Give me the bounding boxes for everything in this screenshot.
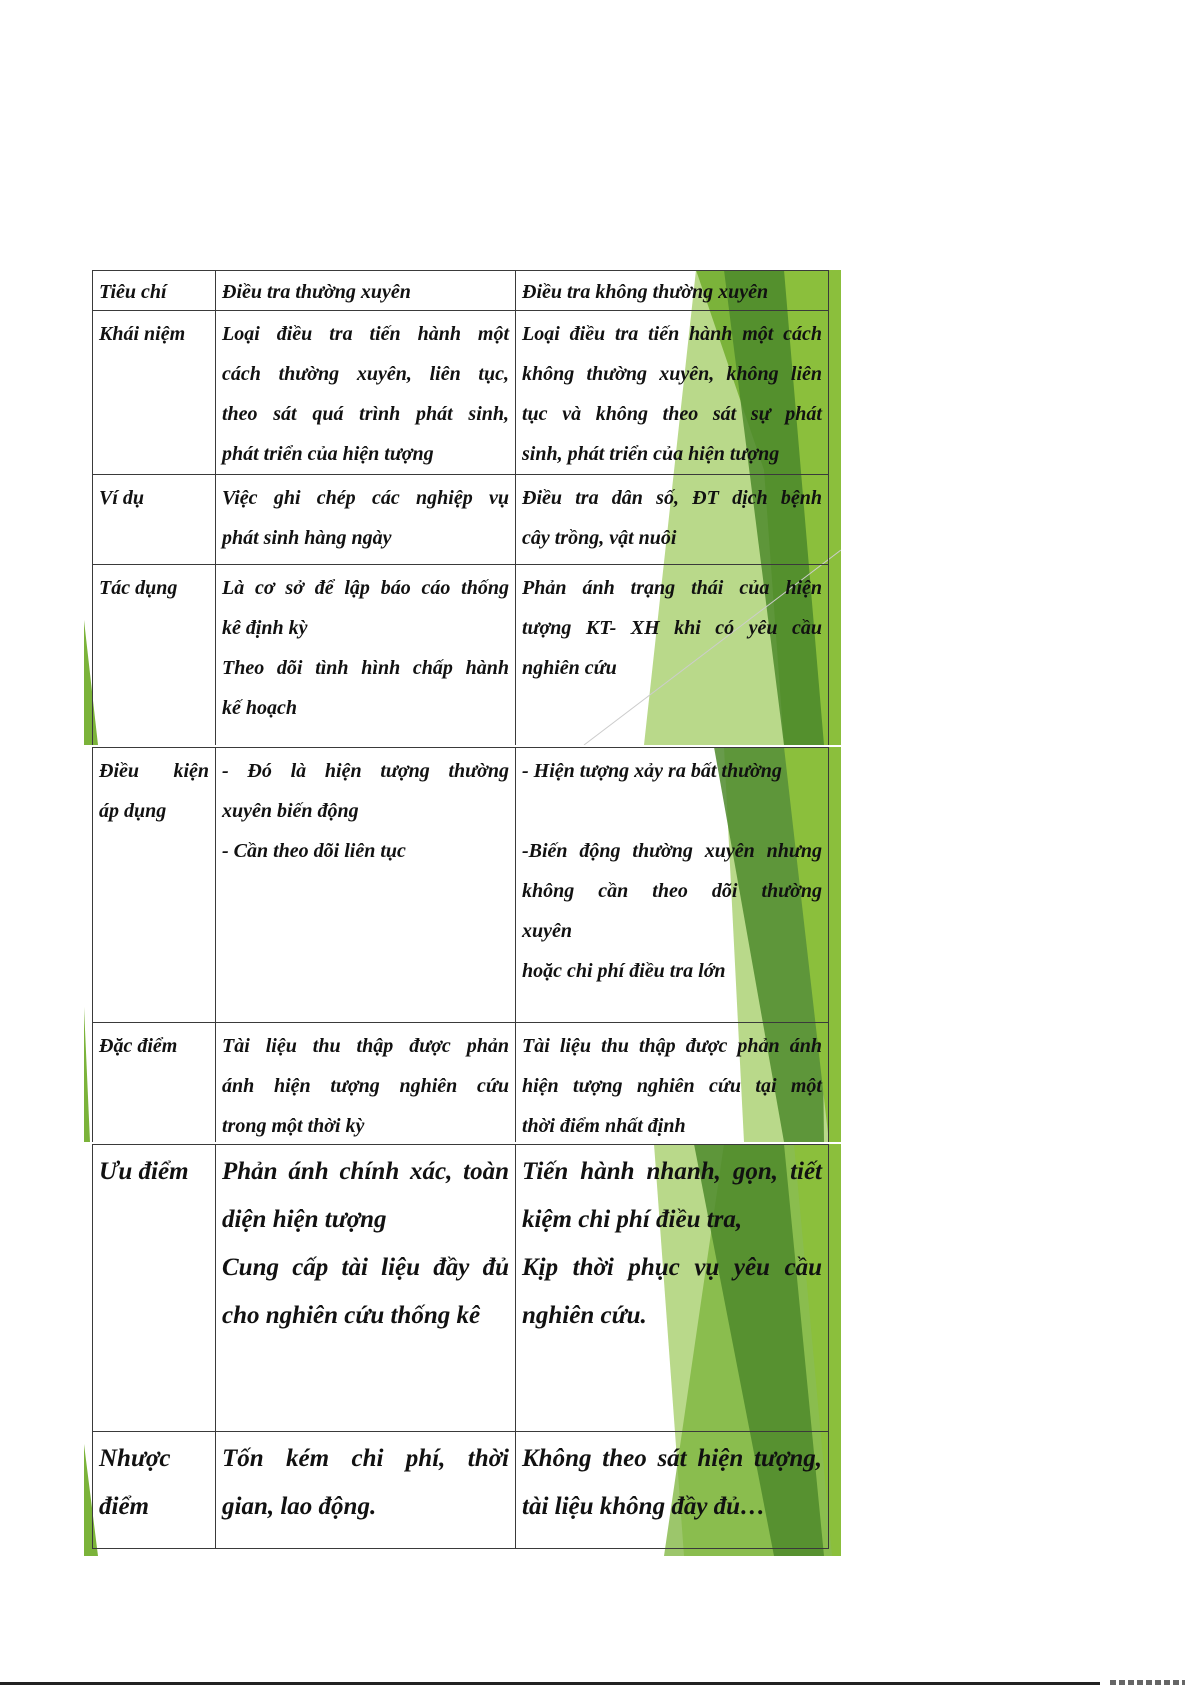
row-criteria: Ưu điểm xyxy=(99,1158,189,1185)
cell-line: ánh hiện tượng nghiên cứu xyxy=(222,1075,509,1097)
row-criteria: điểm xyxy=(99,1493,149,1520)
cell-line: Là cơ sở để lập báo cáo thống xyxy=(222,577,509,599)
table-slice-2 xyxy=(84,747,841,1142)
cell-line: Phản ánh chính xác, toàn xyxy=(222,1158,509,1185)
table-row xyxy=(93,565,829,746)
cell-line: tượng KT- XH khi có yêu cầu xyxy=(522,617,822,639)
table-slice-1 xyxy=(84,270,841,745)
row-criteria: Tác dụng xyxy=(99,577,178,599)
cell-line: Tài liệu thu thập được phản ánh xyxy=(522,1035,822,1057)
cell-line: xuyên biến động xyxy=(222,800,359,822)
cell-line: Cung cấp tài liệu đầy đủ xyxy=(222,1254,509,1281)
cell-line: diện hiện tượng xyxy=(222,1206,387,1233)
cell-line: nghiên cứu. xyxy=(522,1302,647,1329)
cell-line: theo sát quá trình phát sinh, xyxy=(222,403,509,425)
table-row xyxy=(93,311,829,475)
cell-line: xuyên xyxy=(522,920,572,942)
header-regular: Điều tra thường xuyên xyxy=(216,271,516,311)
cell-line: nghiên cứu xyxy=(522,657,617,679)
cell-line: Theo dõi tình hình chấp hành xyxy=(222,657,509,679)
cell-line: tài liệu không đầy đủ… xyxy=(522,1493,766,1520)
cell-line: hiện tượng nghiên cứu tại một xyxy=(522,1075,822,1097)
row-criteria: Ví dụ xyxy=(99,487,145,509)
cell-line: Tiến hành nhanh, gọn, tiết xyxy=(522,1158,822,1185)
table-row xyxy=(93,475,829,565)
cell-line: Tài liệu thu thập được phản xyxy=(222,1035,509,1057)
cell-line: không cần theo dõi thường xyxy=(522,880,822,902)
header-criteria: Tiêu chí xyxy=(93,271,216,311)
cell-line: không thường xuyên, không liên xyxy=(522,363,822,385)
cell-line: kiệm chi phí điều tra, xyxy=(522,1206,743,1233)
cell-line xyxy=(522,791,822,831)
cell-line: -Biến động thường xuyên nhưng xyxy=(522,840,822,862)
cell-line: Điều tra dân số, ĐT dịch bệnh xyxy=(522,487,822,509)
cell-line: phát triển của hiện tượng xyxy=(222,443,434,465)
cell-line: Phản ánh trạng thái của hiện xyxy=(522,577,822,599)
cell-line: kê định kỳ xyxy=(222,617,308,639)
cell-line: gian, lao động. xyxy=(222,1493,377,1520)
cell-line: cho nghiên cứu thống kê xyxy=(222,1302,481,1329)
cell-line: - Cần theo dõi liên tục xyxy=(222,840,406,862)
table-row xyxy=(93,748,829,1023)
cell-line: Tốn kém chi phí, thời xyxy=(222,1445,509,1472)
table-row xyxy=(93,1432,829,1549)
cell-line: sinh, phát triển của hiện tượng xyxy=(522,443,780,465)
cell-line: cây trồng, vật nuôi xyxy=(522,527,677,549)
cell-line: Loại điều tra tiến hành một cách xyxy=(522,323,822,345)
row-criteria: Khái niệm xyxy=(99,323,186,345)
cell-line: hoặc chi phí điều tra lớn xyxy=(522,960,726,982)
cell-line: kế hoạch xyxy=(222,697,297,719)
table-row xyxy=(93,1145,829,1432)
cell-line: - Đó là hiện tượng thường xyxy=(222,760,509,782)
header-irregular: Điều tra không thường xuyên xyxy=(516,271,829,311)
cell-line: Việc ghi chép các nghiệp vụ xyxy=(222,487,509,509)
table-slice-3 xyxy=(84,1144,841,1556)
cell-line: Loại điều tra tiến hành một xyxy=(222,323,509,345)
row-criteria: Nhược xyxy=(99,1445,171,1472)
row-criteria: Điều kiện xyxy=(99,760,209,782)
cell-line: tục và không theo sát sự phát xyxy=(522,403,822,425)
cell-line: trong một thời kỳ xyxy=(222,1115,365,1137)
cell-line: Kịp thời phục vụ yêu cầu xyxy=(522,1254,822,1281)
page-footer-mark xyxy=(1110,1680,1185,1685)
table-row xyxy=(93,1023,829,1143)
cell-line: Không theo sát hiện tượng, xyxy=(522,1445,822,1472)
row-criteria: Đặc điểm xyxy=(99,1035,178,1057)
cell-line: - Hiện tượng xảy ra bất thường xyxy=(522,760,782,782)
cell-line: phát sinh hàng ngày xyxy=(222,527,392,549)
cell-line: cách thường xuyên, liên tục, xyxy=(222,363,509,385)
cell-line: thời điểm nhất định xyxy=(522,1115,686,1137)
row-criteria: áp dụng xyxy=(99,800,167,822)
